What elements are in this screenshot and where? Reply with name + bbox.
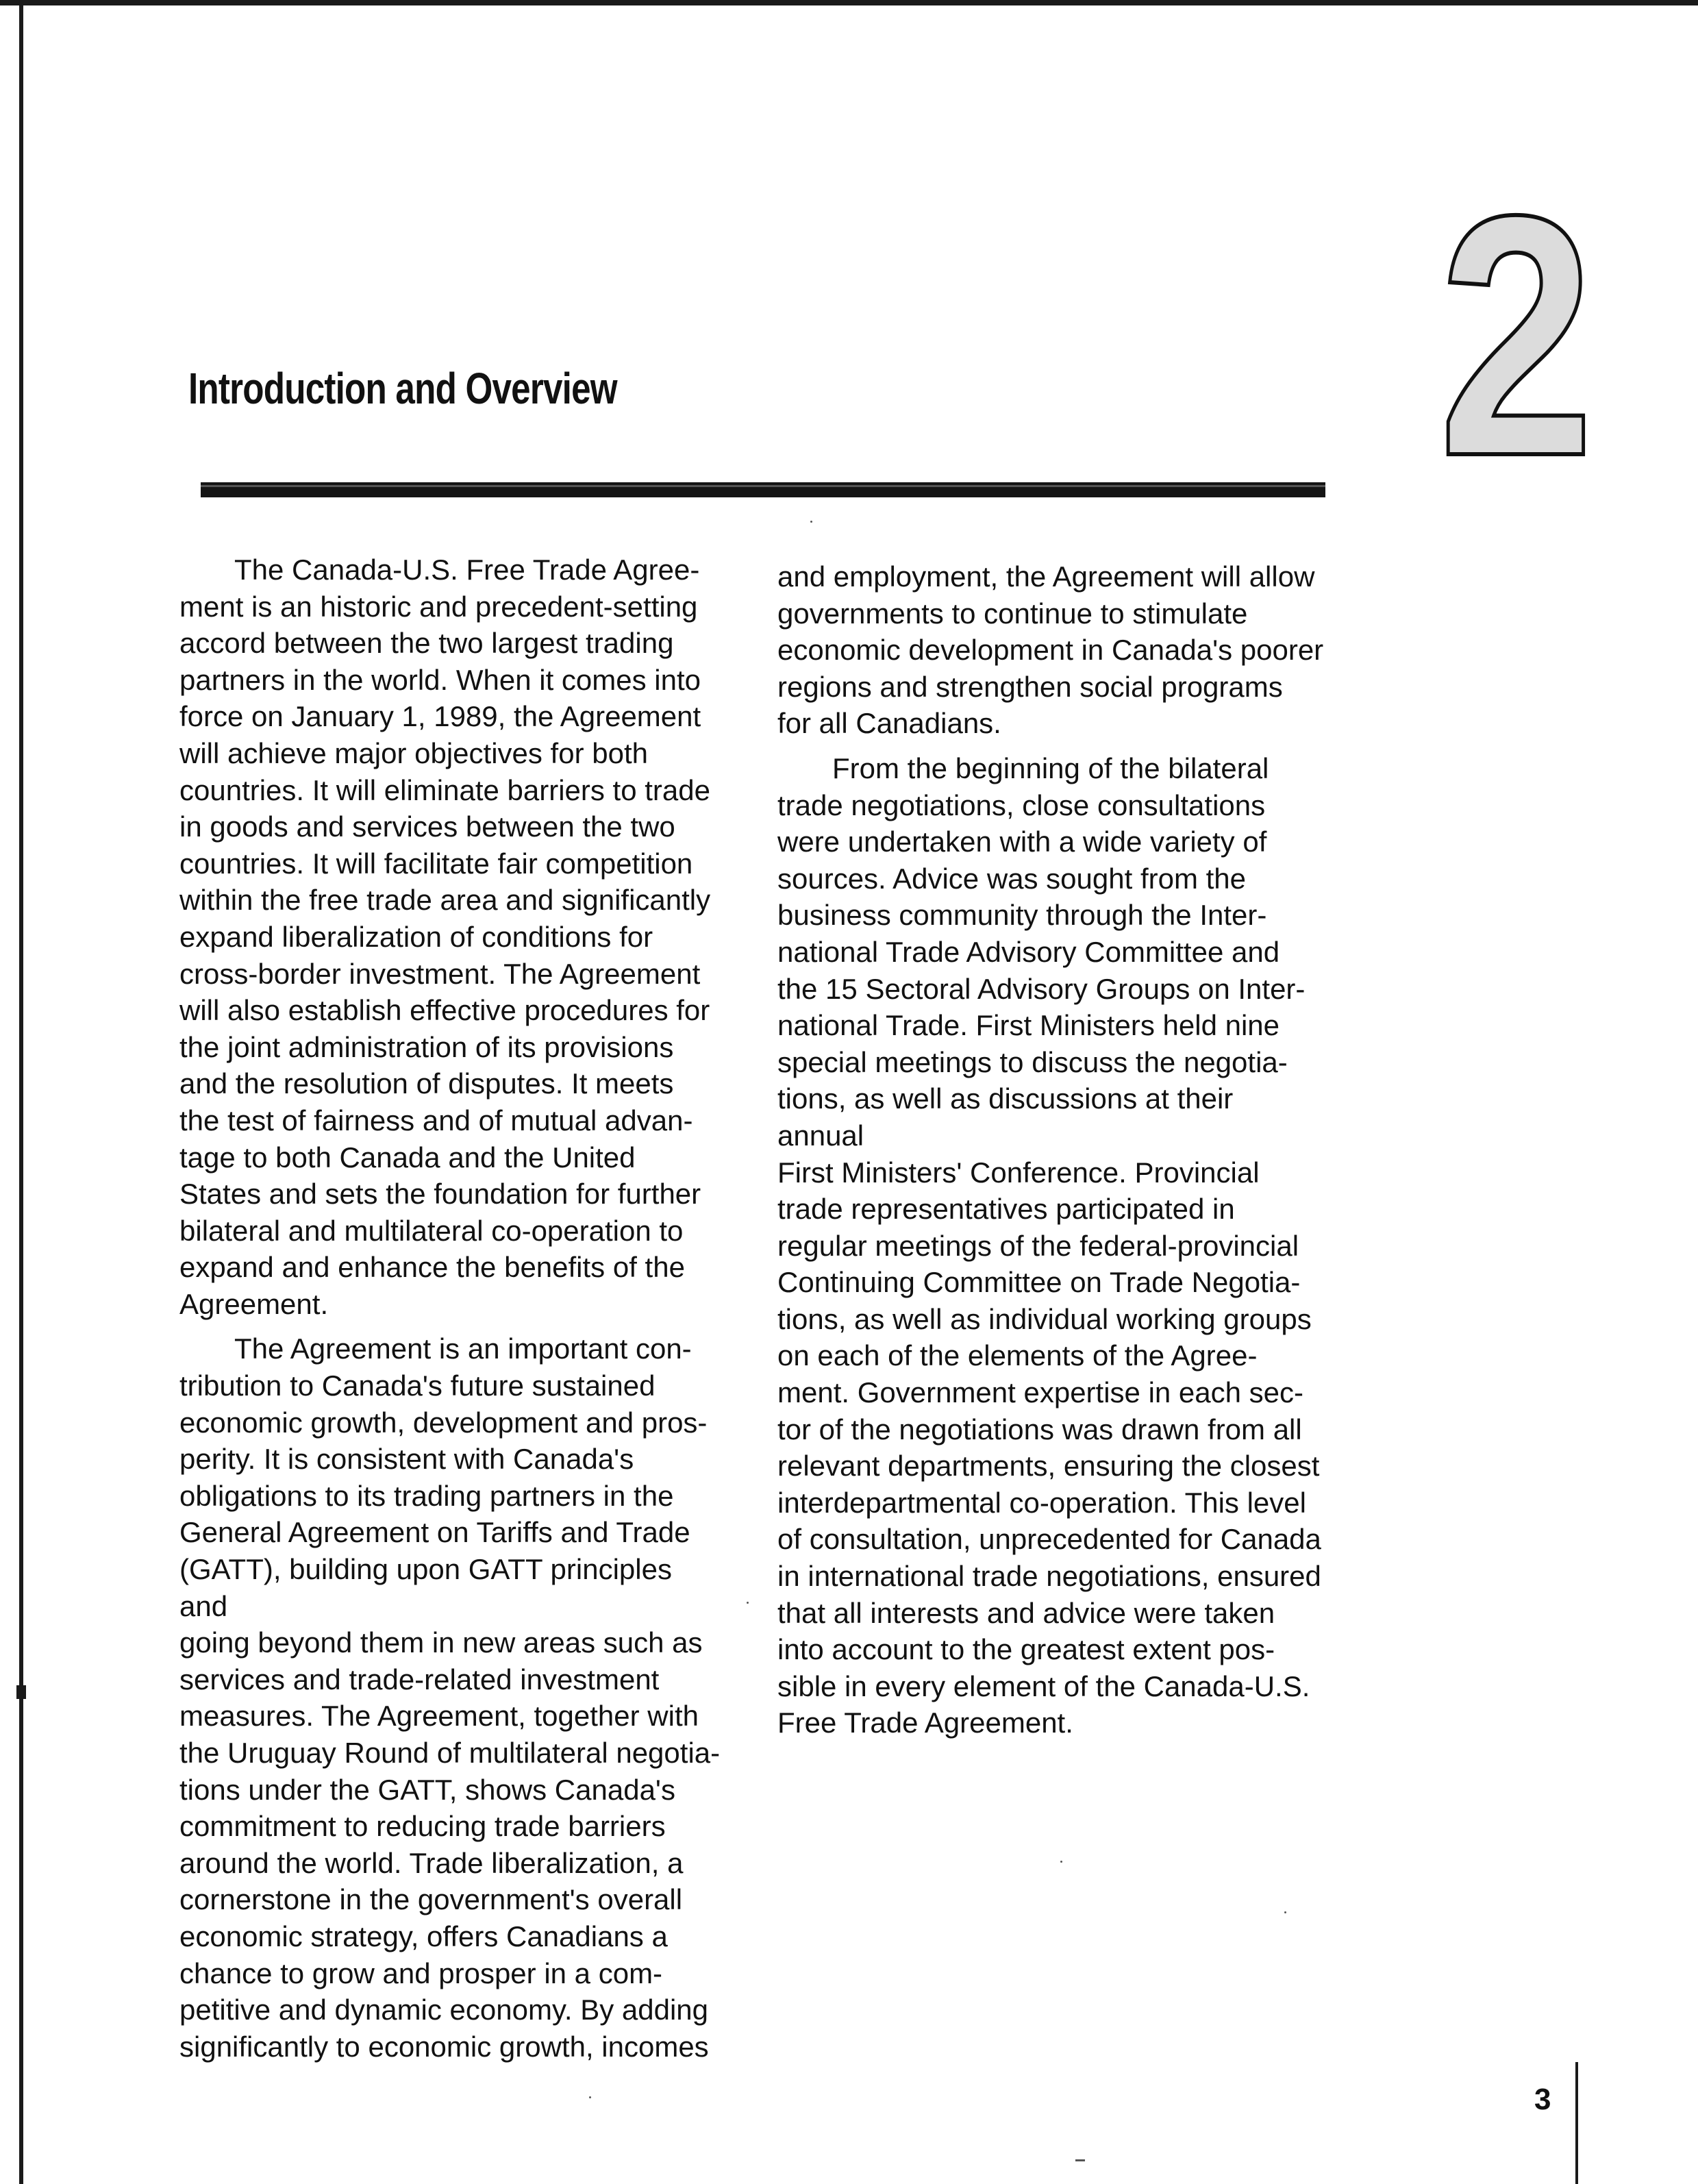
scan-speck xyxy=(1060,1861,1062,1863)
scan-speck xyxy=(589,2096,591,2098)
right-column xyxy=(777,558,1325,1750)
scan-edge-top xyxy=(0,0,1698,5)
section-title: Introduction and Overview xyxy=(188,364,617,413)
page-number: 3 xyxy=(1534,2083,1551,2116)
page-number-rule xyxy=(1575,2062,1578,2184)
left-column xyxy=(179,551,727,2073)
scan-edge-left xyxy=(19,0,23,2184)
scan-speck xyxy=(1284,1911,1286,1913)
scan-speck xyxy=(747,1602,749,1604)
scan-speck xyxy=(1075,2159,1085,2161)
scan-edge-mark xyxy=(16,1685,26,1699)
left-paragraph-1: The Canada-U.S. Free Trade Agree- ment is an historic and precedent-setting accord between the two largest trading partners in the world. When it comes into force on January 1, 1989, the Agreement will achieve major objectives for both countries. It will eliminate barriers to trade in goods and services between the two countries. It will facilitate fair competition within the free trade area and significantly expand liberalization of conditions for cross-border investment. The Agreement will also establish effective procedures for the joint administration of its provisions and the resolution of disputes. It meets the test of fairness and of mutual advan- tage to both Canada and the United States and sets the foundation for further bilateral and multilateral co-operation to expand and enhance the benefits of the Agreement. xyxy=(179,554,711,1320)
title-rule xyxy=(201,482,1325,497)
left-paragraph-2: The Agreement is an important con- tribution to Canada's future sustained economic growth, development and pros- perity. It is consistent with Canada's obligations to its trading partners in the General Agreement on Tariffs and Trade (GATT), building upon GATT principles and going beyond them in new areas such as services and trade-related investment measures. The Agreement, together with the Uruguay Round of multilateral negotia- tions under the GATT, shows Canada's commitment to reducing trade barriers around the world. Trade liberalization, a cornerstone in the government's overall economic strategy, offers Canadians a chance to grow and prosper in a com- petitive and dynamic economy. By adding significantly to economic growth, incomes xyxy=(179,1332,721,2063)
right-paragraph-2: From the beginning of the bilateral trade negotiations, close consultations were undertaken with a wide variety of sources. Advice was sought from the business community through the Inter- national Trade Advisory Committee and the 15 Sectoral Advisory Groups on Inter- national Trade. First Ministers held nine special meetings to discuss the negotia- tions, as well as discussions at their annual First Ministers' Conference. Provincial trade representatives participated in regular meetings of the federal-provincial Continuing Committee on Trade Negotia- tions, as well as individual working groups on each of the elements of the Agree- ment. Government expertise in each sec- tor of the negotiations was drawn from all relevant departments, ensuring the closest interdepartmental co-operation. This level of consultation, unprecedented for Canada in international trade negotiations, ensured that all interests and advice were taken into account to the greatest extent pos- sible in every element of the Canada-U.S. Free Trade Agreement. xyxy=(777,752,1321,1739)
right-paragraph-1: and employment, the Agreement will allow governments to continue to stimulate economic development in Canada's poorer regions and strengthen social programs for all Canadians. xyxy=(777,560,1324,740)
scan-speck xyxy=(810,521,812,523)
chapter-number: 2 xyxy=(1438,144,1595,527)
